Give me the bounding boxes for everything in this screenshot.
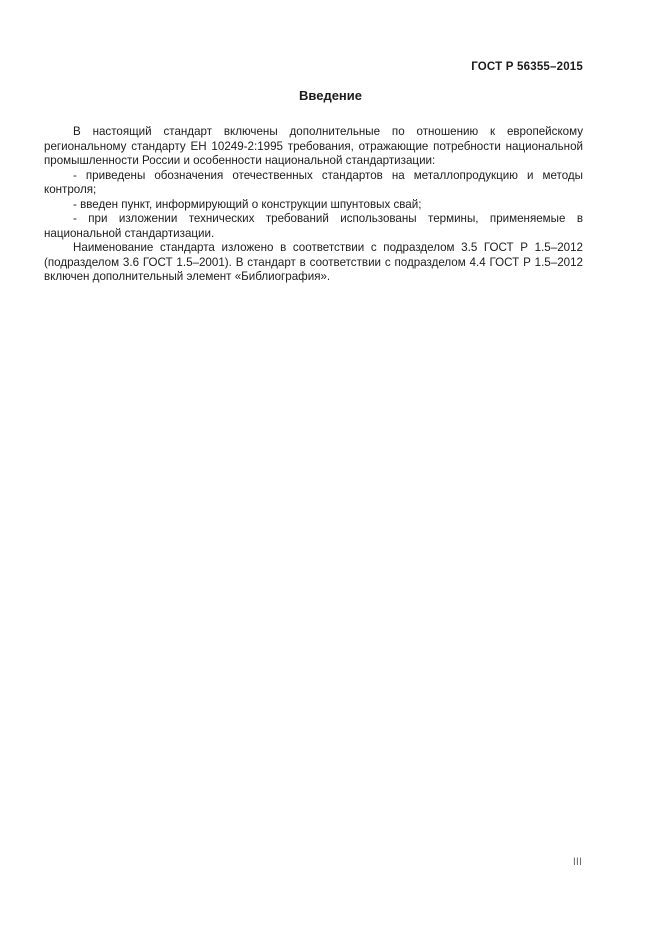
- list-item-standards: - приведены обозначения отечественных стандартов на металлопродукцию и методы контроля;: [44, 168, 583, 196]
- naming-paragraph: Наименование стандарта изложено в соответствии с подразделом 3.5 ГОСТ Р 1.5–2012 (подразделом 3.6 ГОСТ 1.5–2001). В стандарт в соответствии с подразделом 4.4 ГОСТ Р 1.5–2012 включен дополнительный элемент «Библиография».: [44, 241, 583, 283]
- page-title: Введение: [299, 88, 362, 103]
- list-item-clause: - введен пункт, информирующий о конструкции шпунтовых свай;: [73, 197, 422, 211]
- intro-paragraph: В настоящий стандарт включены дополнительные по отношению к европейскому региональному стандарту ЕН 10249-2:1995 требования, отражающие потребности национальной промышленности России и особенности национальной стандартизации:: [44, 125, 583, 167]
- body-text: [44, 125, 583, 285]
- page-number: III: [572, 856, 582, 868]
- list-item-terms: - при изложении технических требований использованы термины, применяемые в национальной стандартизации.: [44, 212, 583, 240]
- doc-number: ГОСТ Р 56355–2015: [471, 61, 583, 73]
